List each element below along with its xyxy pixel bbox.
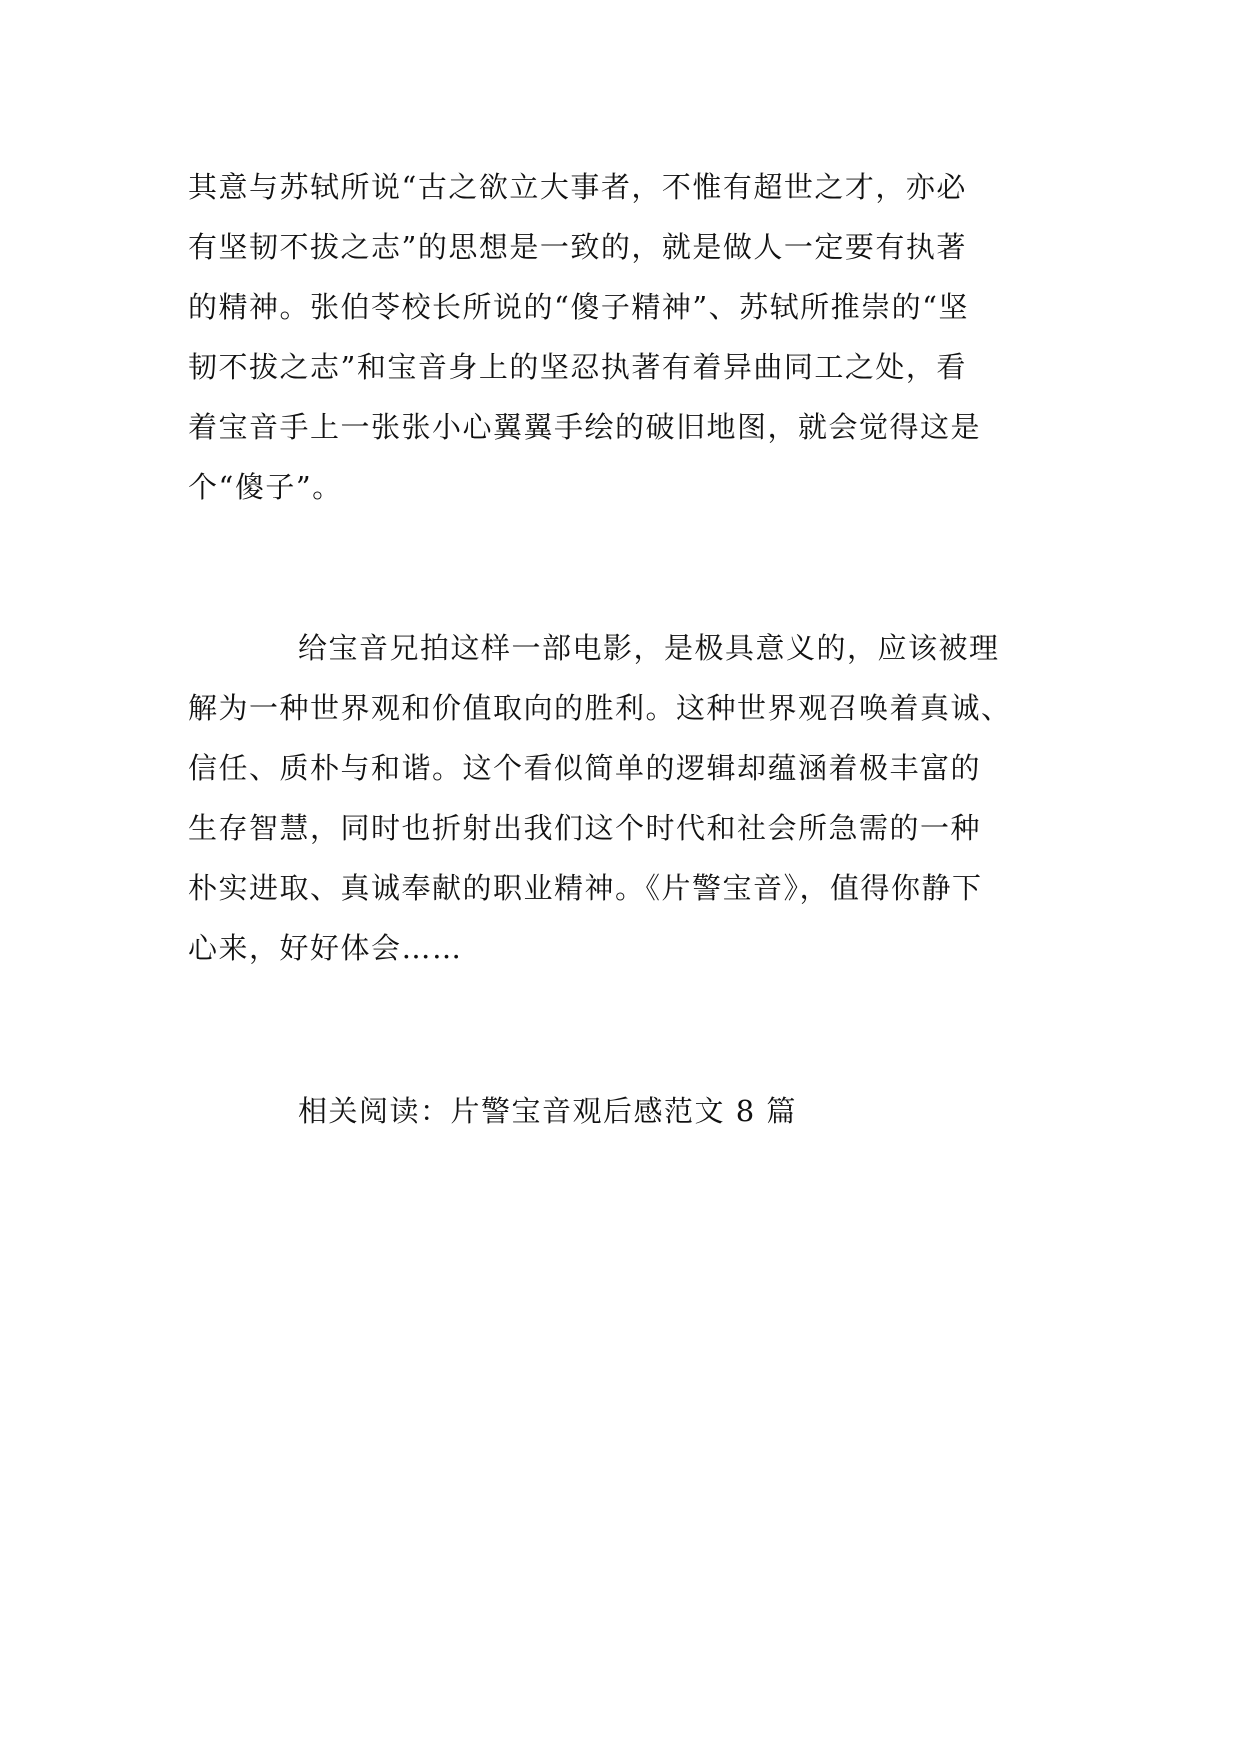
text-line: 个“傻子”。 [188,470,343,504]
text-line: 给宝音兄拍这样一部电影，是极具意义的，应该被理 [298,631,1000,665]
related-reading [188,1081,1058,1141]
text-line: 韧不拔之志”和宝音身上的坚忍执著有着异曲同工之处，看 [188,350,967,384]
text-line: 心来，好好体会…… [188,931,463,965]
text-line: 解为一种世界观和价值取向的胜利。这种世界观召唤着真诚、 [188,691,1012,725]
paragraph-2 [188,618,1058,978]
paragraph-1 [188,157,1058,517]
related-reading-link[interactable]: 相关阅读：片警宝音观后感范文 8 篇 [298,1094,797,1128]
text-line: 信任、质朴与和谐。这个看似简单的逻辑却蕴涵着极丰富的 [188,751,982,785]
text-line: 其意与苏轼所说“古之欲立大事者，不惟有超世之才，亦必 [188,170,967,204]
text-line: 有坚韧不拔之志”的思想是一致的，就是做人一定要有执著 [188,230,967,264]
text-line: 朴实进取、真诚奉献的职业精神。《片警宝音》，值得你静下 [188,871,983,905]
text-line: 的精神。张伯苓校长所说的“傻子精神”、苏轼所推崇的“坚 [188,290,969,324]
text-line: 生存智慧，同时也折射出我们这个时代和社会所急需的一种 [188,811,982,845]
text-line: 着宝音手上一张张小心翼翼手绘的破旧地图，就会觉得这是 [188,410,982,444]
